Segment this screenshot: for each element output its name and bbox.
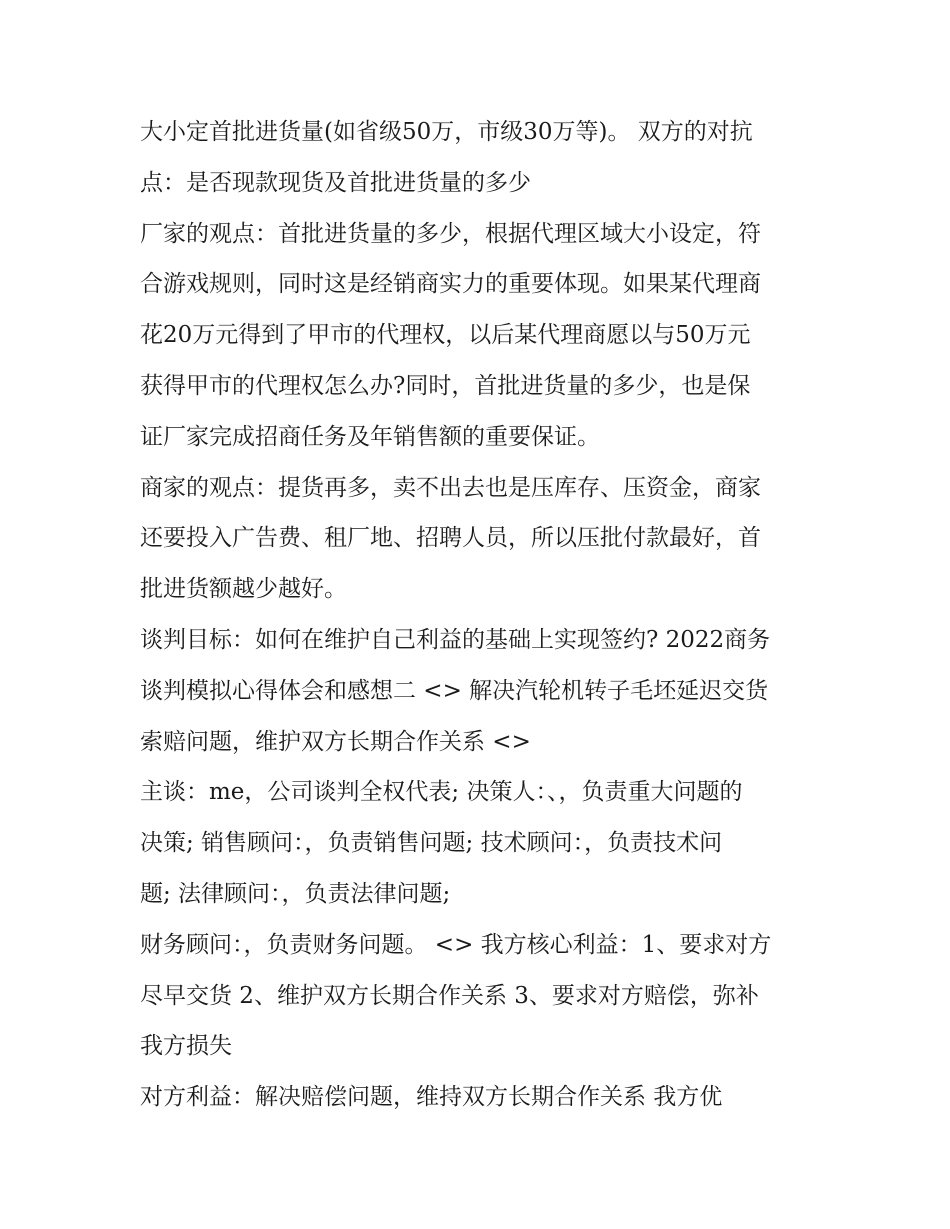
text-line: 厂家的观点：首批进货量的多少，根据代理区域大小设定，符	[140, 220, 761, 247]
text-line: 批进货额越少越好。	[140, 576, 347, 603]
text-line: 题; 法律顾问：，负责法律问题;	[140, 880, 451, 907]
text-line: 索赔问题，维护双方长期合作关系 <>	[140, 728, 531, 755]
text-line: 证厂家完成招商任务及年销售额的重要保证。	[140, 423, 600, 450]
text-line: 获得甲市的代理权怎么办?同时，首批进货量的多少，也是保	[140, 372, 751, 399]
text-line: 对方利益：解决赔偿问题，维持双方长期合作关系 我方优	[140, 1084, 723, 1111]
text-line: 点：是否现款现货及首批进货量的多少	[140, 169, 531, 196]
text-line: 我方损失	[140, 1033, 232, 1060]
text-line: 谈判目标：如何在维护自己利益的基础上实现签约? 2022商务	[140, 626, 771, 653]
document-body	[140, 107, 815, 1123]
text-line: 尽早交货 2、维护双方长期合作关系 3、要求对方赔偿，弥补	[140, 982, 759, 1009]
text-line: 大小定首批进货量(如省级50万，市级30万等)。 双方的对抗	[140, 119, 753, 145]
text-line: 花20万元得到了甲市的代理权，以后某代理商愿以与50万元	[140, 322, 751, 349]
text-line: 主谈：me，公司谈判全权代表; 决策人：、，负责重大问题的	[140, 779, 743, 806]
text-line: 谈判模拟心得体会和感想二 <> 解决汽轮机转子毛坯延迟交货	[140, 677, 769, 704]
text-line: 决策; 销售顾问：，负责销售问题; 技术顾问：，负责技术问	[140, 830, 723, 857]
text-line: 财务顾问：，负责财务问题。 <> 我方核心利益：1、要求对方	[140, 931, 772, 958]
text-line: 合游戏规则，同时这是经销商实力的重要体现。如果某代理商	[140, 271, 761, 298]
text-line: 商家的观点：提货再多，卖不出去也是压库存、压资金，商家	[140, 474, 761, 501]
text-line: 还要投入广告费、租厂地、招聘人员，所以压批付款最好，首	[140, 525, 761, 552]
